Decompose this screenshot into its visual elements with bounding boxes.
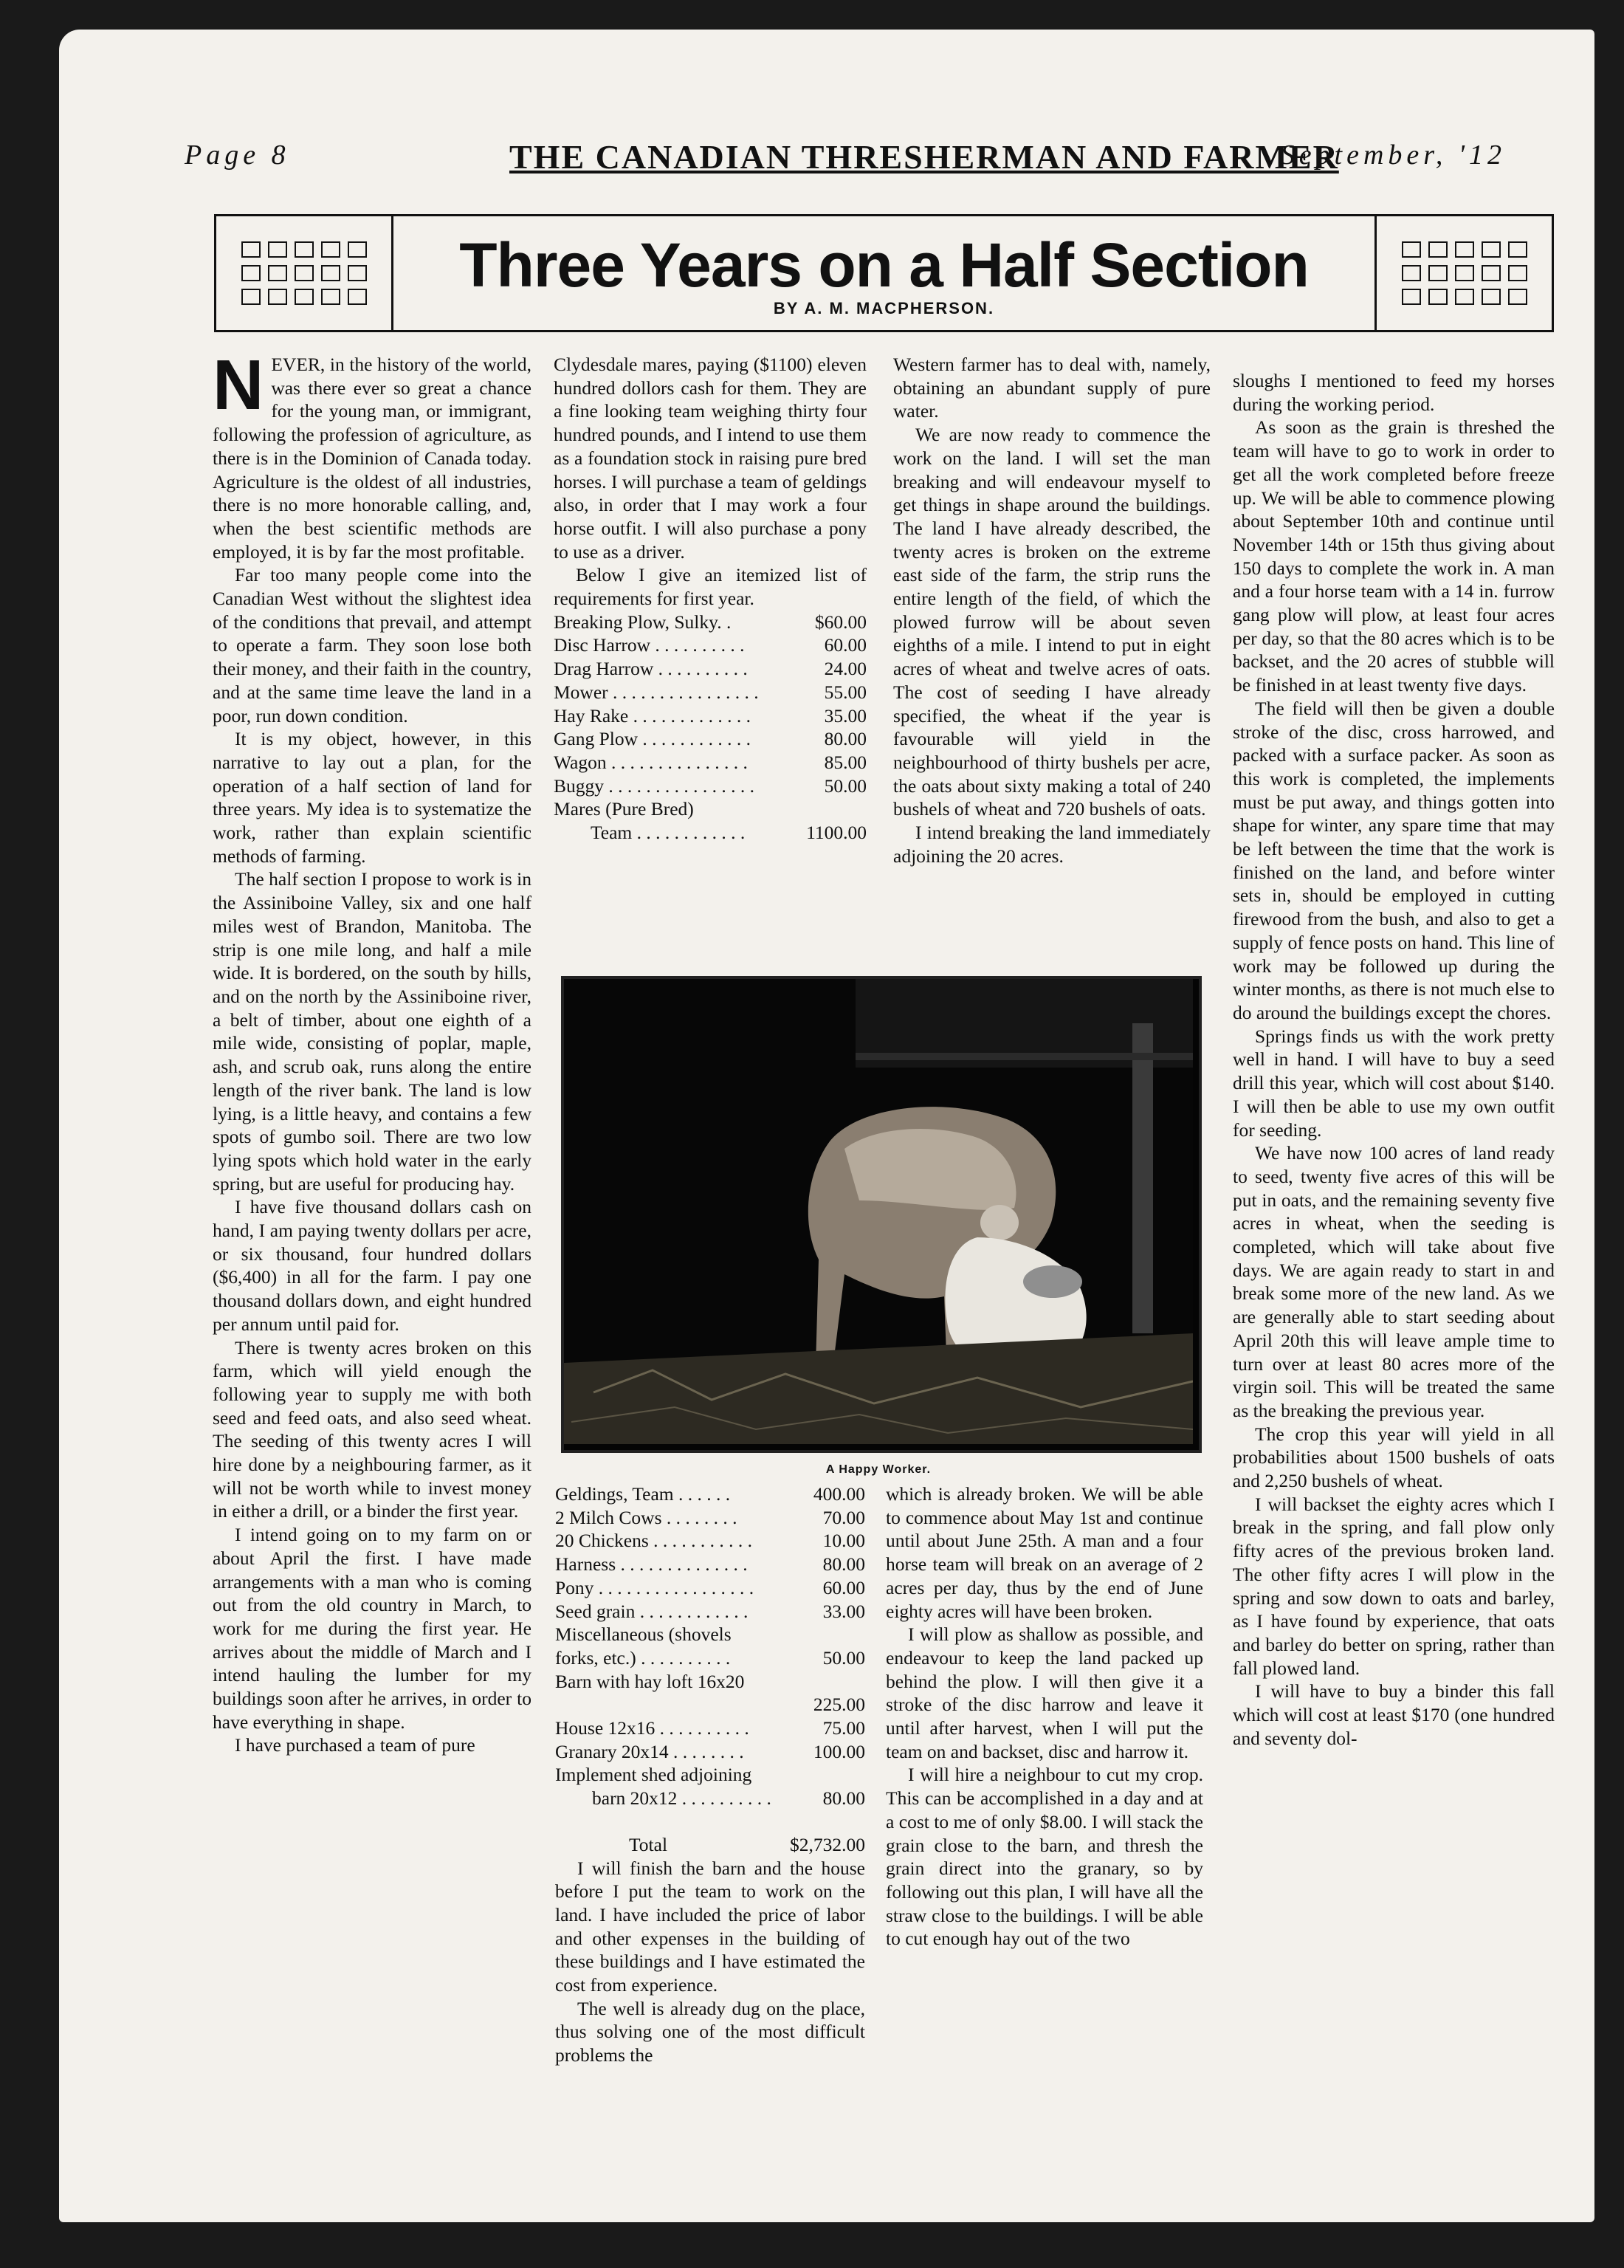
paragraph: The crop this year will yield in all probabilities about 1500 bushels of oats and 2,250 bushels of wheat. (1233, 1423, 1555, 1492)
paragraph: I intend going on to my farm on or about April the first. I have made arrangements with a man who is coming out from the old country in March, to work for me during the first year. He arrives about the middle of March and I intend hauling the lumber for my buildings soon after he arrives, in order to have everything in shape. (213, 1524, 531, 1733)
list-total: Total $2,732.00 (629, 1833, 865, 1855)
page-number: Page 8 (185, 140, 290, 171)
list-item-label: Miscellaneous (shovels (555, 1623, 732, 1646)
list-item: Harness . . . . . . . . . . . . . . 80.00 (555, 1553, 865, 1575)
column-1 (213, 346, 531, 1757)
column-4 (1233, 369, 1555, 1750)
list-item: barn 20x12 . . . . . . . . . . 80.00 (592, 1787, 865, 1810)
column-3-top (893, 353, 1211, 867)
list-item-label: Implement shed adjoining (555, 1764, 752, 1786)
paragraph: The field will then be given a double stroke of the disc, cross harrowed, and packed with a surface packer. As soon as this work is completed, the implements must be put away, and things gotten into shape for winter, any spare time that may be left between the time that the work is finished on the land, and before winter sets in, should be employed in cutting firewood from the bush, and also to get a supply of fence posts on hand. This line of work may be followed up during the winter months, as there is not much else to do around the buildings except the chores. (1233, 697, 1555, 1023)
list-item: forks, etc.) . . . . . . . . . . 50.00 (555, 1646, 865, 1669)
list-item: Wagon . . . . . . . . . . . . . . . 85.00 (554, 751, 867, 773)
paragraph: NEVER, in the history of the world, was there ever so great a chance for the young man, or immigrant, following the profession of agriculture, as there is in the Dominion of Canada today. Agriculture is the oldest of all industries, there is no more honorable calling, and, when the best scientific methods are employed, it is by far the most profitable. (213, 346, 531, 563)
drop-cap: N (213, 346, 264, 425)
paragraph: Far too many people come into the Canadian West without the slightest idea of the conditions that prevail, and attempt to operate a farm. They soon lose both their money, and their faith in the country, and at the same time leave the land in a poor, run down condition. (213, 564, 531, 726)
article-title: Three Years on a Half Section (459, 230, 1309, 300)
list-item: 225.00 (813, 1694, 865, 1716)
paragraph: I will plow as shallow as possible, and endeavour to keep the land packed up behind the plow. I will then give it a stroke of the disc harrow and leave it until after harvest, when I will put the team on and backset, disc and harrow it. (886, 1623, 1203, 1762)
list-item: Seed grain . . . . . . . . . . . . 33.00 (555, 1600, 865, 1622)
photo-happy-worker (561, 976, 1202, 1453)
paragraph: Clydesdale mares, paying ($1100) eleven hundred dollors cash for them. They are a fine looking team weighing thirty four hundred pounds, and I intend to use them as a foundation stock in raising pure bred horses. I will purchase a team of geldings also, in order that I may work a four horse outfit. I will also purchase a pony to use as a driver. (554, 354, 867, 563)
paragraph: I intend breaking the land immediately adjoining the 20 acres. (893, 822, 1211, 867)
paragraph: I have purchased a team of pure (235, 1734, 475, 1756)
paragraph: The well is already dug on the place, thus solving one of the most difficult problems the (555, 1997, 865, 2066)
list-item-label: Mares (Pure Bred) (554, 798, 694, 820)
photo-caption: A Happy Worker. (825, 1463, 932, 1476)
paragraph: I will have to buy a binder this fall which will cost at least $170 (one hundred and seventy dol- (1233, 1680, 1555, 1749)
article-byline: BY A. M. MACPHERSON. (773, 299, 995, 317)
paragraph: I will finish the barn and the house before I put the team to work on the land. I have included the price of labor and other expenses in the building of these buildings and I have estimated the cost from experience. (555, 1857, 865, 1996)
list-item: House 12x16 . . . . . . . . . . 75.00 (555, 1717, 865, 1739)
running-head (185, 109, 1506, 176)
list-item: Granary 20x14 . . . . . . . . 100.00 (555, 1740, 865, 1762)
paragraph: As soon as the grain is threshed the team will have to go to work in order to get all the work completed before freeze up. We will be able to commence plowing about September 10th and continue until November 14th or 15th thus giving about 150 days to complete the work in. A man and a four horse team with a 14 in. furrow gang plow will plow, at least four acres per day, so that the 80 acres which is to be backset, and the 20 acres of stubble will be finished in at least twenty five days. (1233, 416, 1555, 696)
paragraph: We have now 100 acres of land ready to seed, twenty five acres of this will be put in oats, and the remaining seventy five acres in wheat, when the seeding is completed, which will take about five days. We are again ready to start in and break some more of the new land. As we are generally able to start seeding about April 20th this will leave ample time to turn over at least 80 acres more of the virgin soil. This will be treated the same as the breaking the previous year. (1233, 1142, 1555, 1421)
list-item: Pony . . . . . . . . . . . . . . . . . 60.00 (555, 1576, 865, 1598)
paragraph: sloughs I mentioned to feed my horses during the working period. (1233, 370, 1555, 415)
list-item: Geldings, Team . . . . . . 400.00 (555, 1483, 865, 1505)
paragraph: We are now ready to commence the work on the land. I will set the man breaking and will endeavour myself to get things in shape around the buildings. The land I have already described, the twenty acres is broken on the extreme east side of the farm, the strip runs the entire length of the field, of which the plowed furrow will be about seven eighths of a mile. I intend to put in eight acres of wheat and twelve acres of oats. The cost of seeding I have already specified, the wheat if the year is favourable will yield in the neighbourhood of thirty bushels per acre, the oats about sixty making a total of 240 bushels of wheat and 720 bushels of oats. (893, 424, 1211, 820)
title-box (214, 214, 1554, 332)
column-2-top (554, 353, 867, 845)
paragraph: Springs finds us with the work pretty well in hand. I will have to buy a seed drill this year, which will cost about $140. I will then be able to use my own outfit for seeding. (1233, 1025, 1555, 1141)
list-item: Gang Plow . . . . . . . . . . . . 80.00 (554, 728, 867, 750)
photo-image-icon (564, 979, 1193, 1444)
list-item-label: Barn with hay loft 16x20 (555, 1670, 745, 1692)
list-item: Hay Rake . . . . . . . . . . . . . 35.00 (554, 704, 867, 726)
paragraph: The half section I propose to work is in the Assiniboine Valley, six and one half miles west of Brandon, Manitoba. The strip is one mile long, and half a mile wide. It is bordered, on the south by hills, and on the north by the Assiniboine river, a belt of timber, about one eighth of a mile wide, consisting of poplar, maple, ash, and scrub oak, runs along the entire length of the river bank. The land is low lying, is a little heavy, and contains a few spots of gumbo soil. There are two low lying spots which hold water in the early spring, but are useful for producing hay. (213, 868, 531, 1195)
paragraph: Western farmer has to deal with, namely, obtaining an abundant supply of pure water. (893, 354, 1211, 422)
ornament-grid-right-icon (1374, 216, 1552, 330)
list-item: 2 Milch Cows . . . . . . . . 70.00 (555, 1506, 865, 1528)
list-item: Disc Harrow . . . . . . . . . . 60.00 (554, 634, 867, 656)
paragraph: I have five thousand dollars cash on hand, I am paying twenty dollars per acre, or six thousand, four hundred dollars ($6,400) in all for the farm. I pay one thousand dollars down, and eight hundred per annum until paid for. (213, 1196, 531, 1335)
requirements-list-2 (555, 1482, 865, 1857)
paragraph: There is twenty acres broken on this farm, which will yield enough the following year to supply me with both seed and feed oats, and also seed wheat. The seeding of this twenty acres I will hire done by a neighbouring farmer, as it will not be worth while to invest money in either a drill, or a binder the first year. (213, 1336, 531, 1522)
list-item: 20 Chickens . . . . . . . . . . . 10.00 (555, 1530, 865, 1552)
paragraph: I will backset the eighty acres which I break in the spring, and fall plow only fifty acres of the previous broken land. The other fifty acres I will plow in the spring and sow down to oats and barley, as I have found by experience, that oats and barley do better on spring, rather than fall plowed land. (1233, 1493, 1555, 1679)
list-item: Buggy . . . . . . . . . . . . . . . . 50.00 (554, 774, 867, 797)
masthead: THE CANADIAN THRESHERMAN AND FARMER (509, 138, 1339, 176)
list-item: Drag Harrow . . . . . . . . . . 24.00 (554, 658, 867, 680)
paragraph: I will hire a neighbour to cut my crop. This can be accomplished in a day and at a cost to me of only $8.00. I will stack the grain close to the barn, and thresh the grain direct into the granary, so by following out this plan, I will have all the straw close to the buildings. I will be able to cut enough hay out of the two (886, 1764, 1203, 1950)
issue-date: September, '12 (1280, 140, 1506, 171)
column-2-bottom (555, 1482, 865, 2067)
list-item: Team . . . . . . . . . . . . 1100.00 (591, 822, 867, 844)
list-item: Mower . . . . . . . . . . . . . . . . 55.00 (554, 681, 867, 703)
paragraph: Below I give an itemized list of requirements for first year. (554, 564, 867, 610)
column-3-bottom (886, 1482, 1203, 1951)
ornament-grid-left-icon (216, 216, 393, 330)
paragraph: which is already broken. We will be able to commence about May 1st and continue until about June 25th. A man and a four horse team will break on an average of 2 acres per day, thus by the end of June eighty acres will have been broken. (886, 1483, 1203, 1622)
paragraph: It is my object, however, in this narrative to lay out a plan, for the operation of a half section of land for three years. My idea is to systematize the work, rather than explain scientific methods of farming. (213, 728, 531, 867)
list-item: Breaking Plow, Sulky. . $60.00 (554, 611, 867, 633)
requirements-list-1 (554, 611, 867, 845)
